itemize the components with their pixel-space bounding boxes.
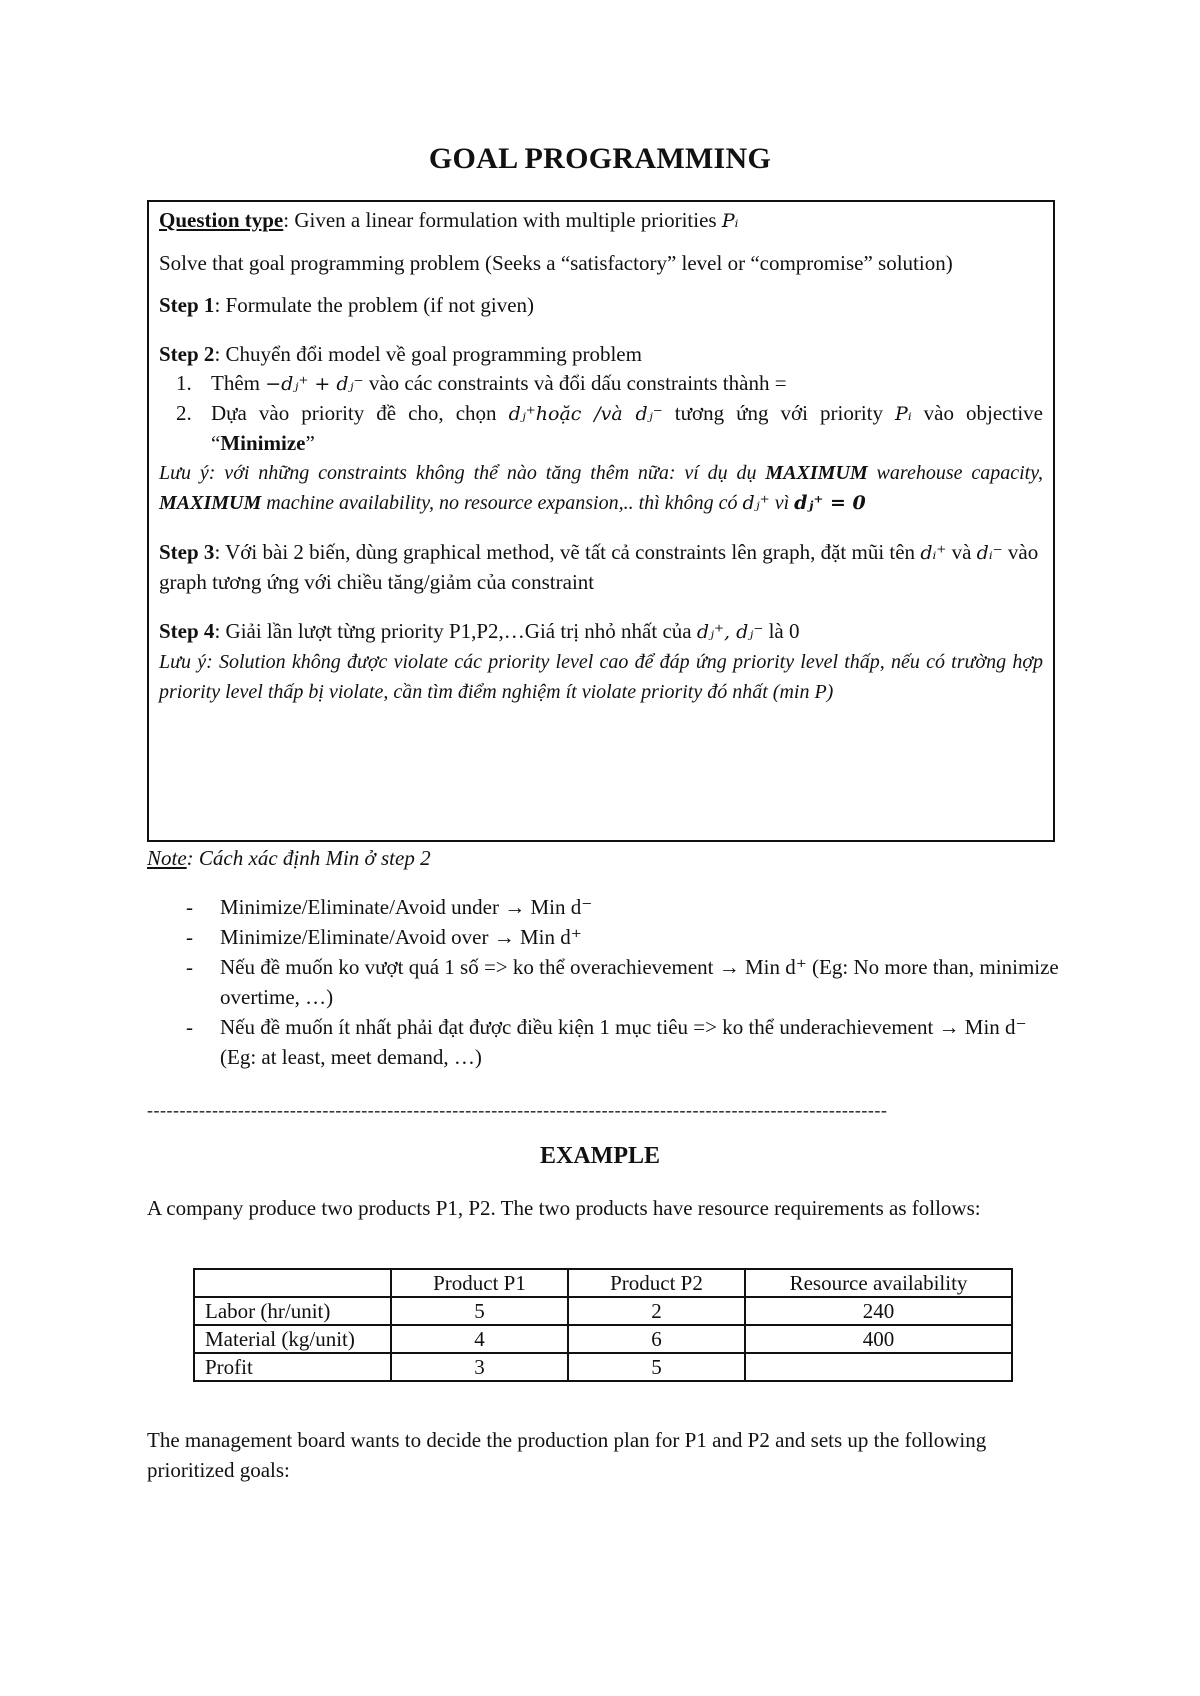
priority-var: Pᵢ [721, 210, 739, 232]
step2-text: : Chuyển đổi model về goal programming problem [214, 342, 642, 366]
step3-var-1: dᵢ⁺ [920, 542, 947, 564]
table-row [194, 1353, 1012, 1381]
step4-var: dⱼ⁺, dⱼ⁻ [696, 621, 764, 643]
table-cell: 4 [391, 1325, 568, 1353]
step2-note-a: Lưu ý: với những constraints không thể nào tăng thêm nữa: ví dụ dụ [159, 462, 766, 484]
step2-line [159, 340, 1043, 369]
table-cell: 6 [568, 1325, 745, 1353]
question-type-text: : Given a linear formulation with multiple priorities [283, 208, 722, 232]
note-text: : Cách xác định Min ở step 2 [186, 846, 431, 870]
solve-text: Solve that goal programming problem (Seeks a “satisfactory” level or “compromise” solution) [159, 251, 953, 275]
step2-item2-c: vào objective “ [211, 401, 1043, 455]
table-row [194, 1325, 1012, 1353]
table-cell: Labor (hr/unit) [194, 1297, 391, 1325]
deviation-expr: −dⱼ⁺ + dⱼ⁻ [265, 373, 364, 395]
step1-label: Step 1 [159, 293, 215, 317]
deviation-choice: dⱼ⁺hoặc /và dⱼ⁻ [508, 403, 663, 425]
note-heading [147, 846, 431, 871]
step2-item1-b: vào các constraints và đổi dấu constraints thành = [363, 371, 787, 395]
step3-line [159, 538, 1043, 597]
step4-line [159, 617, 1043, 647]
question-type-label: Question type [159, 208, 284, 232]
table-header-cell [194, 1269, 391, 1297]
example-title: EXAMPLE [540, 1143, 660, 1169]
list-item: - Nếu đề muốn ít nhất phải đạt được điều kiện 1 mục tiêu => ko thể underachievement → Min d⁻ (Eg: at least, meet demand, …) [180, 1012, 1060, 1072]
table-header-cell: Resource availability [745, 1269, 1012, 1297]
step3-text-a: : Với bài 2 biến, dùng graphical method, vẽ tất cả constraints lên graph, đặt mũi tên [214, 540, 921, 564]
step1-line [159, 291, 1043, 320]
step3-text-c: vào graph tương ứng với chiều tăng/giảm của constraint [159, 540, 1039, 594]
step4-text-a: : Giải lần lượt từng priority P1,P2,…Giá trị nhỏ nhất của [214, 619, 697, 643]
list-item: - Nếu đề muốn ko vượt quá 1 số => ko thể overachievement → Min d⁺ (Eg: No more than, minimize overtime, …) [180, 952, 1060, 1012]
table-cell: Material (kg/unit) [194, 1325, 391, 1353]
question-type-box [147, 200, 1055, 842]
step3-text-b: và [946, 540, 977, 564]
step2-item2-b: tương ứng với priority [662, 401, 896, 425]
minimize-word: Minimize [220, 431, 306, 455]
table-row [194, 1297, 1012, 1325]
step2-note [159, 458, 1043, 518]
table-cell: Profit [194, 1353, 391, 1381]
maximum-word-1: MAXIMUM [765, 462, 868, 484]
table-cell: 3 [391, 1353, 568, 1381]
table-header-cell: Product P1 [391, 1269, 568, 1297]
step3-label: Step 3 [159, 540, 215, 564]
list-item: - Minimize/Eliminate/Avoid under → Min d⁻ [180, 892, 1060, 922]
page-title: GOAL PROGRAMMING [428, 142, 772, 175]
table-cell: 400 [745, 1325, 1012, 1353]
maximum-word-2: MAXIMUM [159, 492, 262, 514]
note-label: Note [147, 846, 187, 870]
step4-label: Step 4 [159, 619, 215, 643]
step2-item2-a: Dựa vào priority đề cho, chọn [211, 401, 509, 425]
priority-var-2: Pᵢ [895, 403, 912, 425]
step2-note-var: dⱼ⁺ [742, 492, 770, 514]
list-item: - Minimize/Eliminate/Avoid over → Min d⁺ [180, 922, 1060, 952]
table-cell: 5 [391, 1297, 568, 1325]
min-rules-list [180, 892, 1060, 1072]
table-cell: 5 [568, 1353, 745, 1381]
table-header-cell: Product P2 [568, 1269, 745, 1297]
resource-table [193, 1268, 1013, 1382]
step2-note-d: vì [769, 492, 795, 514]
step4-text-b: là 0 [763, 619, 800, 643]
step2-item2-d: ” [305, 431, 315, 455]
step2-note-eq: dⱼ⁺ = 0 [794, 492, 866, 514]
table-header-row [194, 1269, 1012, 1297]
table-cell: 240 [745, 1297, 1012, 1325]
question-type-line [159, 206, 1043, 236]
example-intro: A company produce two products P1, P2. The two products have resource requirements as follows: [147, 1196, 981, 1220]
step2-note-b: warehouse capacity, [867, 462, 1043, 484]
step2-item-2 [197, 399, 1043, 458]
table-cell: 2 [568, 1297, 745, 1325]
example-closing: The management board wants to decide the production plan for P1 and P2 and sets up the following prioritized goals: [147, 1428, 987, 1482]
table-cell [745, 1353, 1012, 1381]
step3-var-2: dᵢ⁻ [976, 542, 1003, 564]
step2-list [159, 369, 1043, 458]
step2-item1-a: Thêm [211, 371, 266, 395]
step2-item-1 [197, 369, 1043, 399]
section-divider: ------------------------------------------------------------------------------------------------------------------ [147, 1100, 888, 1120]
step2-label: Step 2 [159, 342, 215, 366]
step4-note: Lưu ý: Solution không được violate các priority level cao để đáp ứng priority level thấp, nếu có trường hợp priority level thấp bị violate, cần tìm điểm nghiệm ít violate priority đó nhất (min P) [159, 651, 1043, 703]
step1-text: : Formulate the problem (if not given) [214, 293, 535, 317]
step2-note-c: machine availability, no resource expansion,.. thì không có [261, 492, 743, 514]
